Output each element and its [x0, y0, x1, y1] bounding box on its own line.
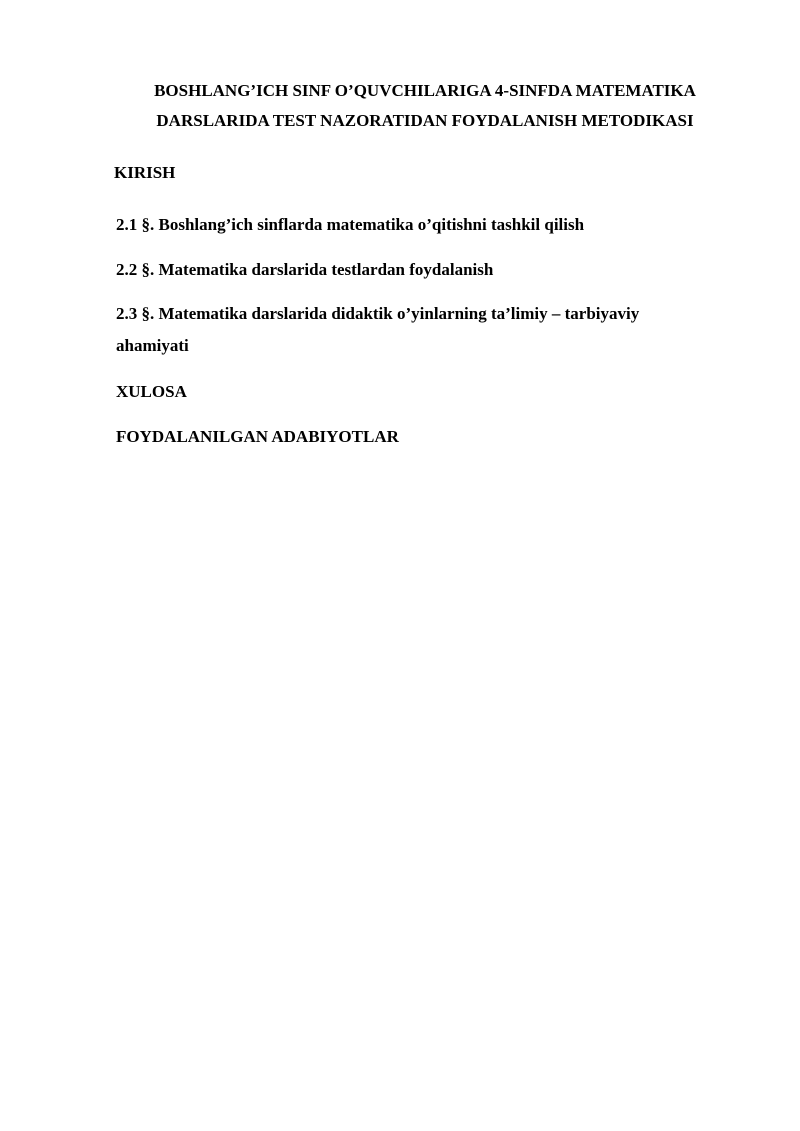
- toc-section-2-3-line-2: ahamiyati: [116, 336, 189, 355]
- toc-intro: KIRISH: [114, 163, 176, 182]
- title-line-1: BOSHLANG’ICH SINF O’QUVCHILARIGA 4-SINFDA MATEMATIKA: [154, 81, 696, 100]
- document-title: [115, 76, 735, 136]
- toc-section-2-2: 2.2 §. Matematika darslarida testlardan foydalanish: [116, 260, 494, 279]
- toc-section-2-1: 2.1 §. Boshlang’ich sinflarda matematika o’qitishni tashkil qilish: [116, 215, 585, 234]
- toc-section-2-3-line-1: 2.3 §. Matematika darslarida didaktik o’yinlarning ta’limiy – tarbiyaviy: [116, 304, 640, 323]
- title-line-2: DARSLARIDA TEST NAZORATIDAN FOYDALANISH METODIKASI: [156, 111, 694, 130]
- toc-section-2-3: [116, 298, 716, 362]
- toc-references: FOYDALANILGAN ADABIYOTLAR: [116, 427, 399, 446]
- toc-conclusion: XULOSA: [116, 382, 187, 401]
